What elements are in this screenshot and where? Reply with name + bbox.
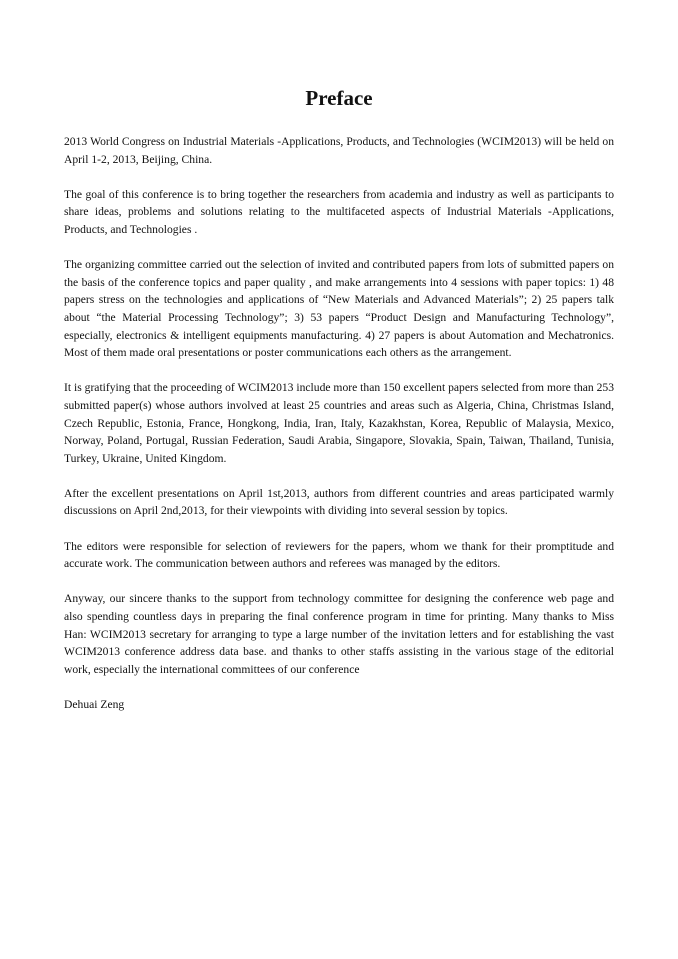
paragraph-sessions: The organizing committee carried out the selection of invited and contributed papers from lots of submitted papers on the basis of the conference topics and paper quality , and make arrangements into 4 sessions with paper topics: 1) 48 papers stress on the technologies and applications of “New Materials and Advanced Materials”; 2) 25 papers talk about “the Material Processing Technology”; 3) 53 papers “Product Design and Manufacturing Technology”, especially, electronics & intelligent equipments manufacturing. 4) 27 papers is about Automation and Mechatronics. Most of them made oral presentations or poster communications each others as the arrangement. <box>64 258 614 360</box>
paragraph-presentations: After the excellent presentations on April 1st,2013, authors from different countries and areas participated warmly discussions on April 2nd,2013, for their viewpoints with dividing into several session by topics. <box>64 486 614 518</box>
page-title: Preface <box>305 86 373 110</box>
paragraph-proceedings: It is gratifying that the proceeding of WCIM2013 include more than 150 excellent papers selected from more than 253 submitted paper(s) whose authors involved at least 25 countries and areas such as Algeria, China, Christmas Island, Czech Republic, Estonia, France, Hongkong, India, Iran, Italy, Kazakhstan, Korea, Republic of Malaysia, Mexico, Norway, Poland, Portugal, Russian Federation, Saudi Arabia, Singapore, Slovakia, Spain, Taiwan, Thailand, Tunisia, Turkey, Ukraine, United Kingdom. <box>64 381 614 465</box>
paragraph-goal: The goal of this conference is to bring together the researchers from academia and industry as well as participants to share ideas, problems and solutions relating to the multifaceted aspects of Industrial Materials -Applications, Products, and Technologies . <box>64 187 614 236</box>
signature: Dehuai Zeng <box>64 698 125 711</box>
paragraph-editors: The editors were responsible for selection of reviewers for the papers, whom we thank for their promptitude and accurate work. The communication between authors and referees was managed by the editors. <box>64 539 614 571</box>
paragraph-thanks: Anyway, our sincere thanks to the support from technology committee for designing the conference web page and also spending countless days in preparing the final conference program in time for printing. Many thanks to Miss Han: WCIM2013 secretary for arranging to type a large number of the invitation letters and for establishing the vast WCIM2013 conference address data base. and thanks to other staffs assisting in the various stage of the editorial work, especially the international committees of our conference <box>64 592 614 676</box>
paragraph-intro: 2013 World Congress on Industrial Materials -Applications, Products, and Technologies (WCIM2013) will be held on April 1-2, 2013, Beijing, China. <box>64 135 614 166</box>
document-page <box>64 84 614 731</box>
